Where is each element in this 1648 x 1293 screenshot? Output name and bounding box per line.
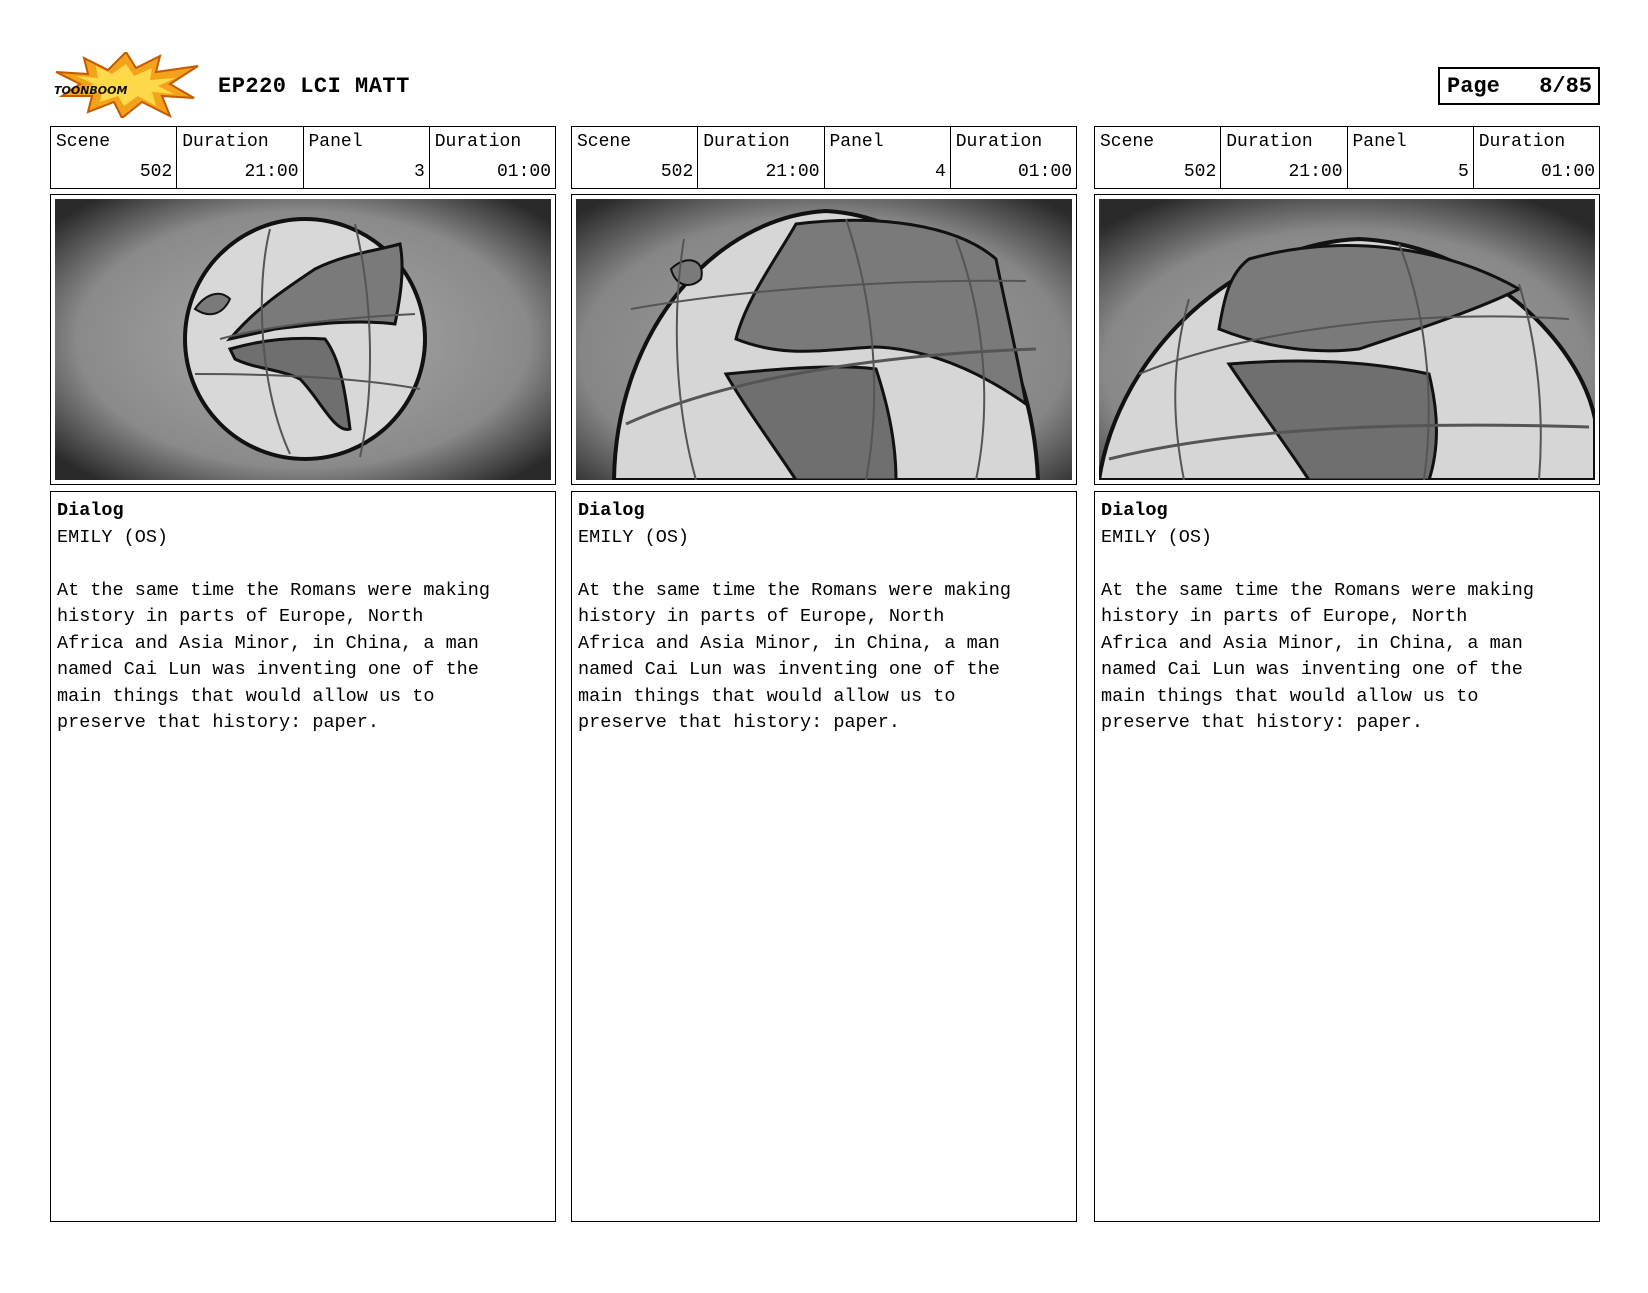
panel-info-bar: [1094, 126, 1600, 189]
page-indicator: [1438, 67, 1600, 105]
panel-duration: 01:00: [496, 162, 551, 182]
dialog-heading: Dialog: [578, 500, 645, 521]
panel-number: 4: [934, 162, 946, 182]
panel-duration: 01:00: [1017, 162, 1072, 182]
panel-number: 3: [413, 162, 425, 182]
scene-duration: 21:00: [765, 162, 820, 182]
panel-image-frame: [1094, 194, 1600, 485]
dialog-box: [571, 491, 1077, 1222]
scene-duration: 21:00: [1288, 162, 1343, 182]
scene-number: 502: [1183, 162, 1217, 182]
panel-label: Panel: [308, 132, 363, 152]
globe-sketch-image: [55, 199, 551, 480]
scene-number: 502: [660, 162, 694, 182]
dialog-text: At the same time the Romans were making history in parts of Europe, North Africa and Asia Minor, in China, a man named Cai Lun was inventing one of the main things that would allow us to preserve that history: paper.: [57, 579, 490, 733]
panel-cell: [304, 127, 430, 188]
scene-label: Scene: [577, 132, 632, 152]
panel-duration-cell: [951, 127, 1076, 188]
scene-duration-cell: [177, 127, 303, 188]
toonboom-logo: [52, 52, 200, 118]
scene-label: Scene: [56, 132, 111, 152]
document-title: EP220 LCI MATT: [218, 74, 410, 99]
duration-label: Duration: [703, 132, 790, 152]
dialog-text: At the same time the Romans were making history in parts of Europe, North Africa and Asia Minor, in China, a man named Cai Lun was inventing one of the main things that would allow us to preserve that history: paper.: [578, 579, 1011, 733]
dialog-heading: Dialog: [57, 500, 124, 521]
dialog-box: [50, 491, 556, 1222]
panel-cell: [1348, 127, 1474, 188]
panel-label: Panel: [829, 132, 884, 152]
dialog-heading: Dialog: [1101, 500, 1168, 521]
panel-number: 5: [1457, 162, 1469, 182]
globe-sketch-image: [1099, 199, 1595, 480]
dialog-text: At the same time the Romans were making history in parts of Europe, North Africa and Asia Minor, in China, a man named Cai Lun was inventing one of the main things that would allow us to preserve that history: paper.: [1101, 579, 1534, 733]
duration-label: Duration: [955, 132, 1043, 152]
panel-cell: [825, 127, 951, 188]
scene-duration: 21:00: [244, 162, 299, 182]
duration-label: Duration: [1226, 132, 1313, 152]
duration-label: Duration: [434, 132, 522, 152]
storyboard-panel-column: [50, 126, 556, 1222]
globe-sketch-image: [576, 199, 1072, 480]
panel-info-bar: [50, 126, 556, 189]
dialog-box: [1094, 491, 1600, 1222]
scene-cell: [572, 127, 698, 188]
dialog-speaker: EMILY (OS): [57, 526, 169, 548]
panel-label: Panel: [1352, 132, 1407, 152]
dialog-speaker: EMILY (OS): [578, 526, 690, 548]
panel-image-frame: [571, 194, 1077, 485]
scene-duration-cell: [698, 127, 824, 188]
page-value: 8/85: [1539, 73, 1592, 99]
panel-image-frame: [50, 194, 556, 485]
duration-label: Duration: [182, 132, 269, 152]
scene-cell: [51, 127, 177, 188]
panel-duration: 01:00: [1540, 162, 1595, 182]
logo-text: TOONBOOM: [54, 84, 128, 97]
scene-cell: [1095, 127, 1221, 188]
storyboard-panel-column: [571, 126, 1077, 1222]
duration-label: Duration: [1478, 132, 1566, 152]
page-label: Page: [1447, 73, 1500, 99]
dialog-speaker: EMILY (OS): [1101, 526, 1213, 548]
panel-duration-cell: [1474, 127, 1599, 188]
scene-label: Scene: [1100, 132, 1155, 152]
panel-duration-cell: [430, 127, 555, 188]
panel-info-bar: [571, 126, 1077, 189]
scene-number: 502: [139, 162, 173, 182]
storyboard-panel-column: [1094, 126, 1600, 1222]
scene-duration-cell: [1221, 127, 1347, 188]
